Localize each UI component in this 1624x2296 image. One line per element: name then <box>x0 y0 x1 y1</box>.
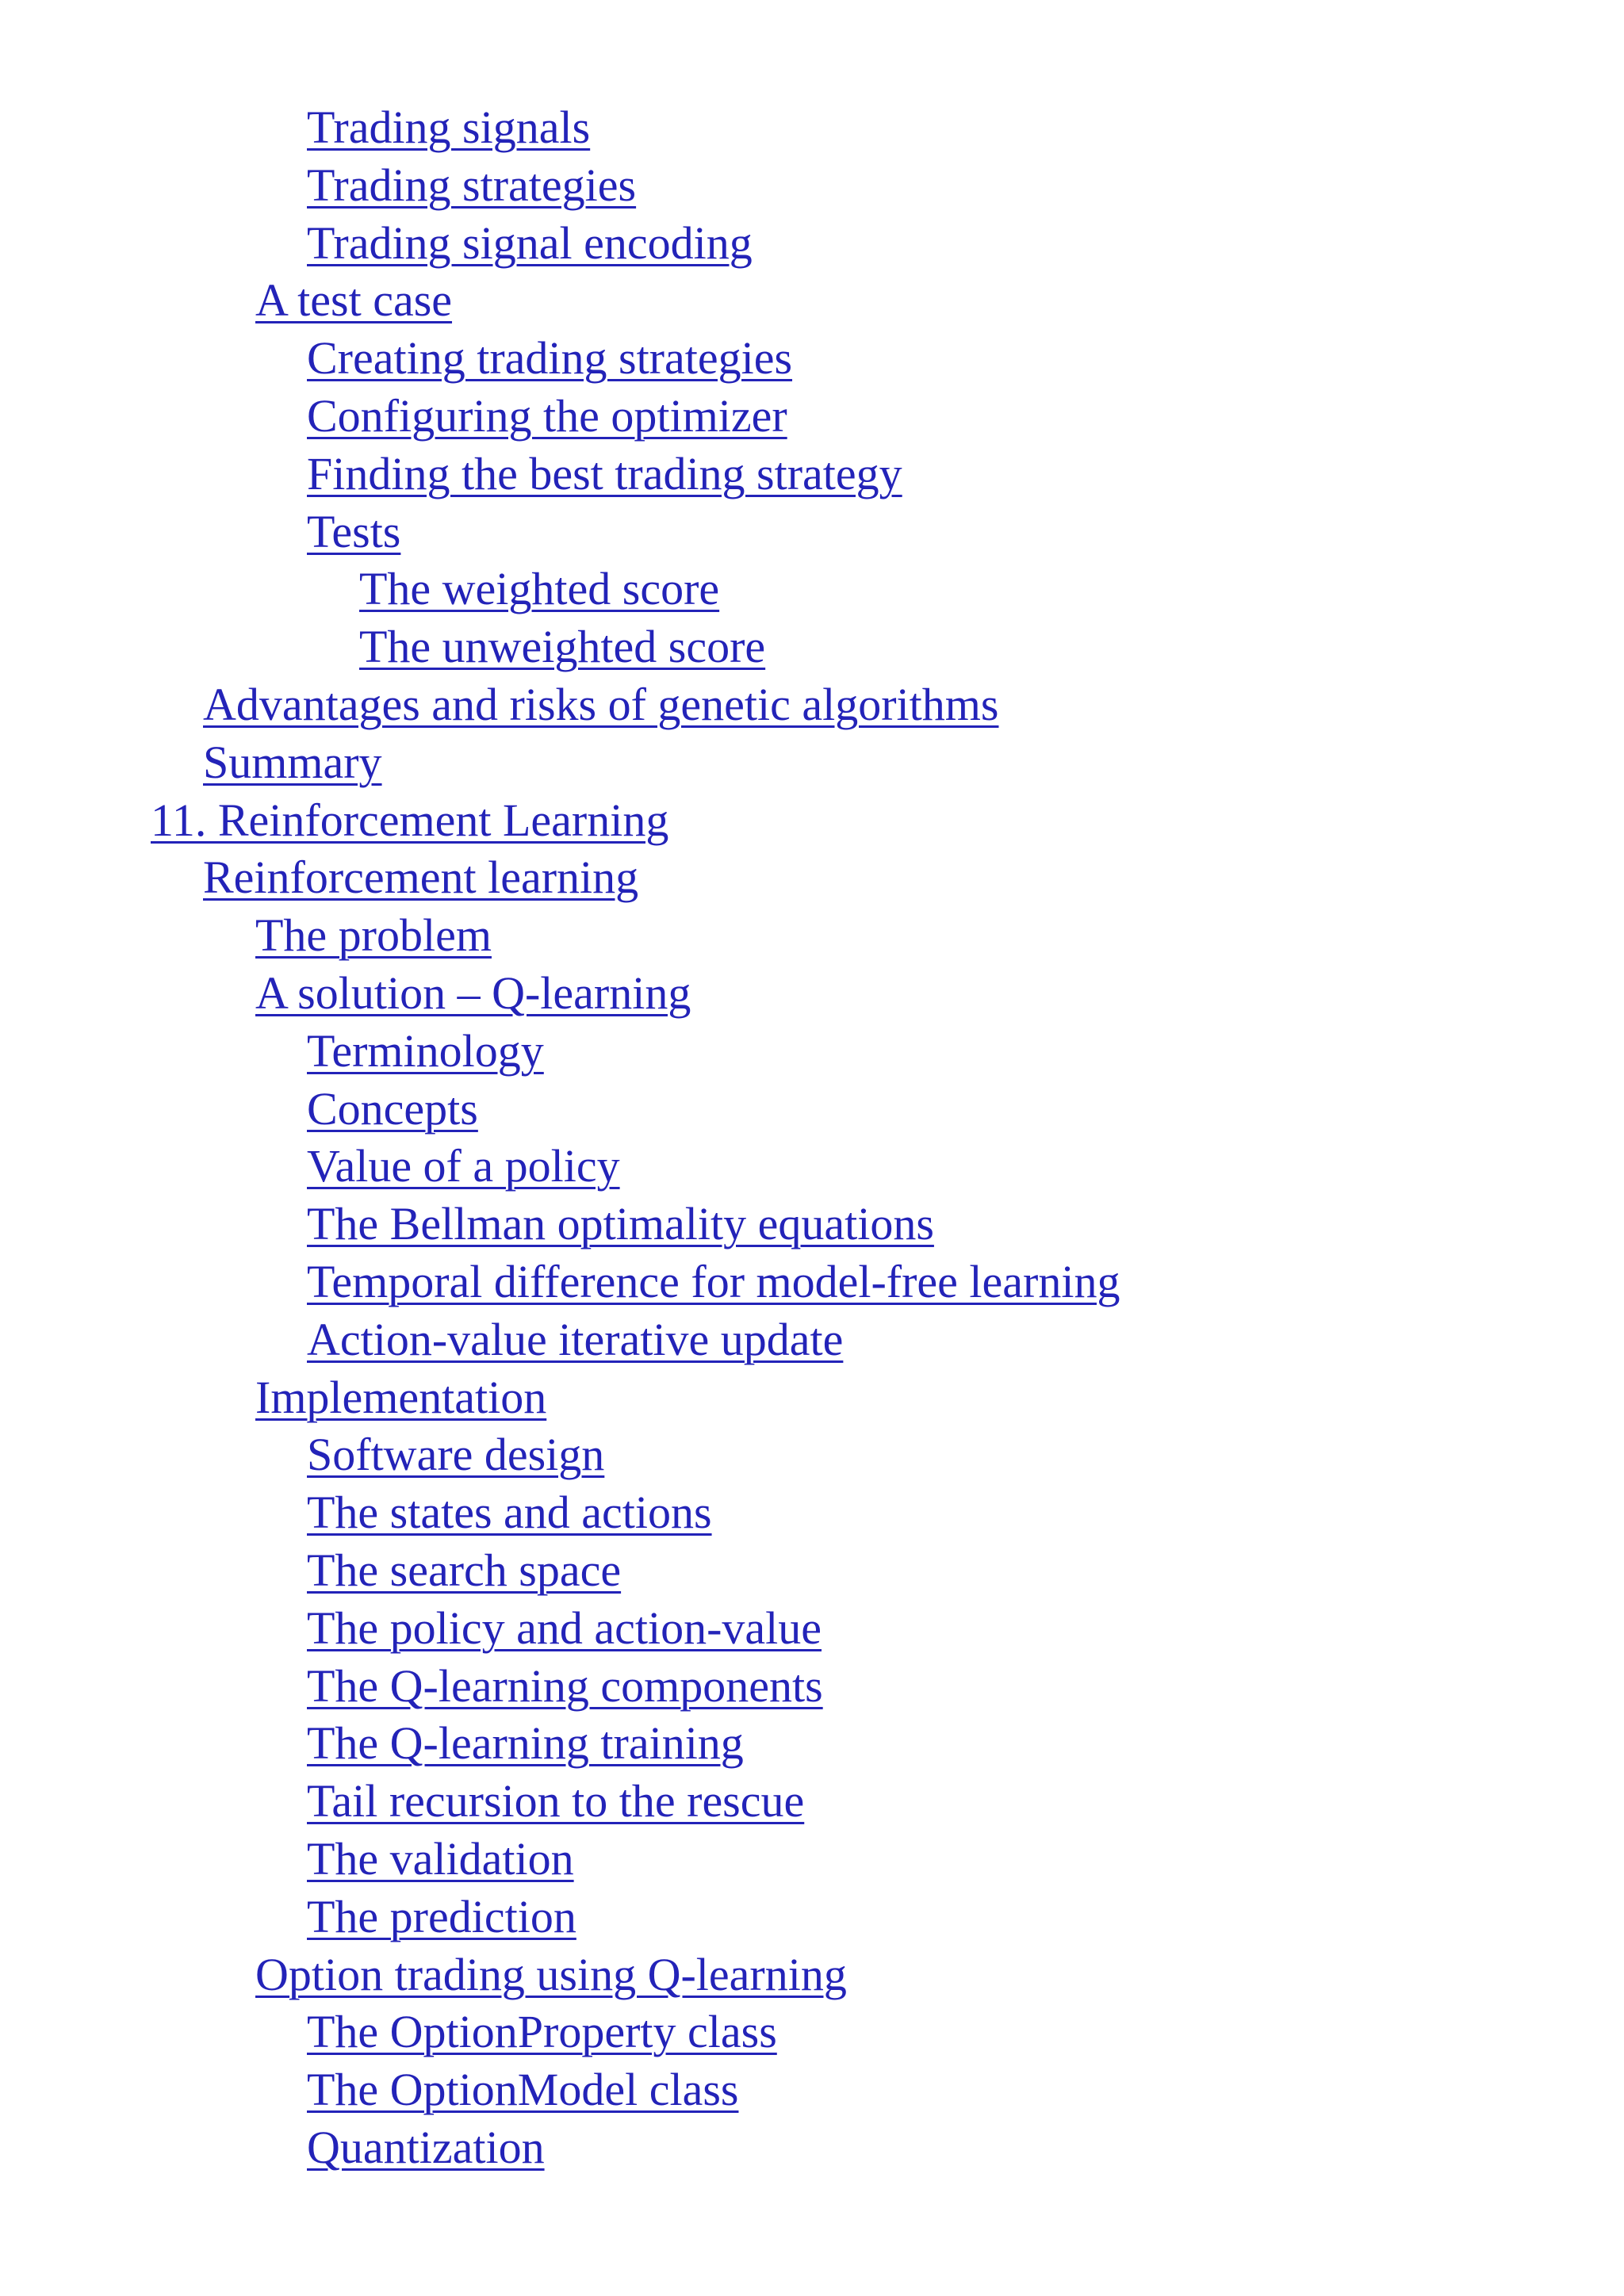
toc-link[interactable]: The Q-learning components <box>307 1659 823 1712</box>
toc-link[interactable]: The OptionProperty class <box>307 2006 777 2058</box>
toc-entry <box>0 1542 1624 1600</box>
toc-entry <box>0 1081 1624 1138</box>
toc-entry <box>0 215 1624 273</box>
toc-link[interactable]: The weighted score <box>359 563 720 615</box>
toc-entry <box>0 792 1624 850</box>
toc-entry <box>0 676 1624 734</box>
toc-entry <box>0 157 1624 215</box>
toc-entry <box>0 1311 1624 1369</box>
toc-entry <box>0 330 1624 388</box>
toc-entry <box>0 2119 1624 2177</box>
toc-entry <box>0 1600 1624 1658</box>
toc-entry <box>0 1196 1624 1253</box>
toc-link[interactable]: Software design <box>307 1429 605 1481</box>
toc-link[interactable]: The search space <box>307 1544 622 1596</box>
toc-link[interactable]: Trading signals <box>307 101 591 153</box>
toc-link[interactable]: Trading signal encoding <box>307 216 753 269</box>
toc-link[interactable]: Reinforcement learning <box>203 851 639 904</box>
toc-entry <box>0 1888 1624 1946</box>
toc-entry <box>0 446 1624 503</box>
toc-entry <box>0 907 1624 965</box>
toc-link[interactable]: Creating trading strategies <box>307 332 793 385</box>
toc-link[interactable]: Quantization <box>307 2121 545 2173</box>
toc-entry <box>0 1658 1624 1716</box>
toc-entry <box>0 734 1624 792</box>
toc-link[interactable]: Configuring the optimizer <box>307 389 787 442</box>
toc-link[interactable]: Advantages and risks of genetic algorithms <box>203 678 999 730</box>
toc-link[interactable]: The Q-learning training <box>307 1717 744 1770</box>
toc-link[interactable]: A test case <box>255 274 453 327</box>
toc-link[interactable]: The policy and action-value <box>307 1601 822 1654</box>
toc-link[interactable]: Concepts <box>307 1082 478 1135</box>
toc-entry <box>0 1138 1624 1196</box>
toc-link[interactable]: Finding the best trading strategy <box>307 447 902 499</box>
toc-link[interactable]: Implementation <box>255 1371 547 1423</box>
toc-link[interactable]: Terminology <box>307 1024 544 1077</box>
toc-entry <box>0 1369 1624 1427</box>
toc-link[interactable]: Tail recursion to the rescue <box>307 1775 805 1827</box>
toc-link[interactable]: Temporal difference for model-free learning <box>307 1255 1120 1307</box>
toc-entry <box>0 1946 1624 2004</box>
toc-entry <box>0 1715 1624 1773</box>
table-of-contents <box>0 99 1624 2177</box>
toc-link[interactable]: The OptionModel class <box>307 2064 739 2116</box>
toc-link[interactable]: The validation <box>307 1832 574 1885</box>
toc-entry <box>0 99 1624 157</box>
toc-entry <box>0 965 1624 1023</box>
toc-entry <box>0 1023 1624 1081</box>
toc-link[interactable]: 11. Reinforcement Learning <box>151 794 669 846</box>
toc-entry <box>0 2061 1624 2119</box>
toc-link[interactable]: The states and actions <box>307 1487 712 1539</box>
toc-link[interactable]: The Bellman optimality equations <box>307 1198 934 1250</box>
toc-link[interactable]: The problem <box>255 909 492 962</box>
toc-entry <box>0 1773 1624 1831</box>
toc-link[interactable]: A solution – Q-learning <box>255 966 691 1019</box>
toc-entry <box>0 1426 1624 1484</box>
toc-link[interactable]: Action-value iterative update <box>307 1313 844 1365</box>
toc-entry <box>0 561 1624 618</box>
toc-link[interactable]: Summary <box>203 736 382 788</box>
toc-entry <box>0 272 1624 330</box>
toc-link[interactable]: Trading strategies <box>307 159 637 211</box>
toc-entry <box>0 1831 1624 1888</box>
toc-entry <box>0 849 1624 907</box>
toc-link[interactable]: Tests <box>307 505 401 557</box>
toc-link[interactable]: Value of a policy <box>307 1140 620 1192</box>
toc-entry <box>0 388 1624 446</box>
toc-entry <box>0 1253 1624 1311</box>
toc-entry <box>0 618 1624 676</box>
toc-link[interactable]: The unweighted score <box>359 621 766 673</box>
toc-entry <box>0 1484 1624 1542</box>
toc-link[interactable]: The prediction <box>307 1890 576 1942</box>
toc-entry <box>0 2003 1624 2061</box>
toc-entry <box>0 503 1624 561</box>
toc-link[interactable]: Option trading using Q-learning <box>255 1948 847 2000</box>
